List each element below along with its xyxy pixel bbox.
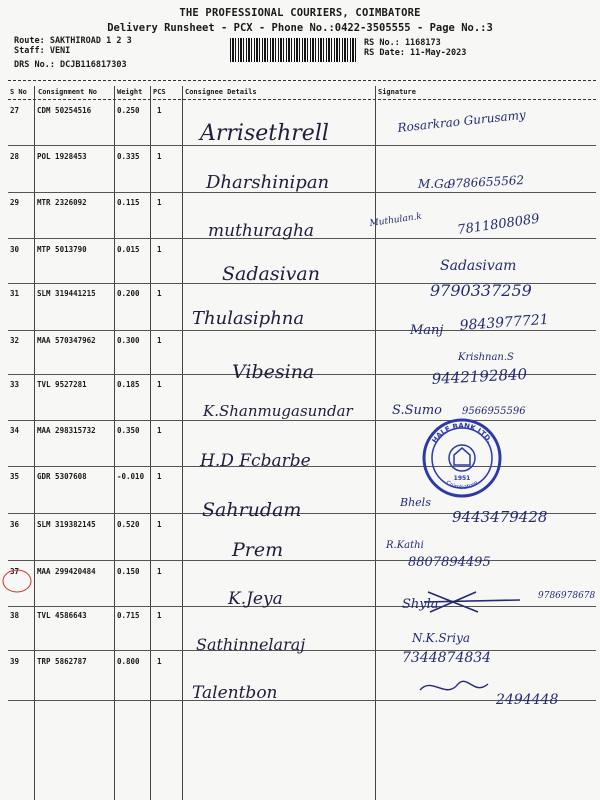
handwritten-phone: 9443479428 [452, 508, 548, 526]
row-rule [8, 650, 596, 651]
weight-value: -0.010 [117, 472, 145, 481]
col-header-consignment: Consignment No [38, 88, 98, 96]
consignment-number: TRP 5862787 [37, 657, 87, 666]
handwritten-signature: Bhels [400, 496, 431, 509]
weight-value: 0.335 [117, 152, 140, 161]
col-header-signature: Signature [378, 88, 416, 96]
handwritten-phone: 8807894495 [408, 555, 491, 570]
row-rule [8, 466, 596, 467]
handwritten-signature: Shyla [402, 597, 439, 612]
handwritten-consignee: Prem [232, 539, 284, 561]
company-stamp [424, 420, 500, 496]
pieces-count: 1 [157, 245, 162, 254]
weight-value: 0.715 [117, 611, 140, 620]
handwritten-consignee: Sahrudam [202, 499, 302, 521]
divider [8, 80, 596, 81]
drs-number: DRS No.: DCJB116817303 [14, 60, 127, 70]
serial-number: 29 [10, 198, 20, 207]
handwritten-consignee: Vibesina [232, 361, 315, 383]
handwritten-signature: M.Ga [418, 177, 451, 191]
handwritten-signature: Krishnan.S [458, 352, 514, 363]
consignment-number: POL 1928453 [37, 152, 87, 161]
weight-value: 0.800 [117, 657, 140, 666]
handwritten-signature: N.K.Sriya [412, 631, 471, 645]
row-rule [8, 374, 596, 375]
handwritten-consignee: K.Jeya [228, 589, 283, 609]
consignment-number: MTR 2326092 [37, 198, 87, 207]
scribble-signature-mark [420, 681, 488, 690]
consignment-number: MAA 299420484 [37, 567, 96, 576]
column-rule [114, 86, 115, 800]
consignment-number: MAA 570347962 [37, 336, 96, 345]
handwritten-consignee: K.Shanmugasundar [203, 402, 353, 420]
route-label: Route: SAKTHIROAD 1 2 3 [14, 36, 132, 46]
handwritten-consignee: Sadasivan [222, 263, 320, 285]
handwritten-phone: 2494448 [496, 692, 559, 708]
col-header-consignee: Consignee Details [185, 88, 257, 96]
serial-number: 31 [10, 289, 20, 298]
col-header-pcs: PCS [153, 88, 166, 96]
divider [8, 99, 596, 100]
row-rule [8, 330, 596, 331]
document-title: THE PROFESSIONAL COURIERS, COIMBATORE [179, 7, 421, 19]
consignment-number: MTP 5013790 [37, 245, 87, 254]
handwritten-consignee: H.D Fcbarbe [200, 451, 311, 471]
consignment-number: GDR 5307608 [37, 472, 87, 481]
handwritten-signature: Sadasivam [440, 258, 517, 274]
handwritten-phone: 9442192840 [431, 365, 528, 388]
weight-value: 0.150 [117, 567, 140, 576]
pieces-count: 1 [157, 289, 162, 298]
handwritten-consignee: Sathinnelaraj [196, 635, 306, 654]
barcode [230, 38, 358, 62]
handwritten-signature: Manj [410, 323, 444, 338]
row-rule [8, 283, 596, 284]
weight-value: 0.250 [117, 106, 140, 115]
pieces-count: 1 [157, 198, 162, 207]
weight-value: 0.350 [117, 426, 140, 435]
consignment-number: TVL 9527281 [37, 380, 87, 389]
row-rule [8, 238, 596, 239]
pieces-count: 1 [157, 380, 162, 389]
row-rule [8, 420, 596, 421]
weight-value: 0.300 [117, 336, 140, 345]
stamp-text-bottom: Coimbatore [444, 479, 480, 492]
consignment-number: TVL 4586643 [37, 611, 87, 620]
consignment-number: SLM 319382145 [37, 520, 96, 529]
weight-value: 0.185 [117, 380, 140, 389]
serial-number: 39 [10, 657, 20, 666]
weight-value: 0.200 [117, 289, 140, 298]
rs-date: RS Date: 11-May-2023 [364, 48, 467, 58]
col-header-sno: S No [10, 88, 27, 96]
handwritten-phone: 9790337259 [430, 281, 532, 300]
handwritten-consignee: Dharshinipan [206, 172, 330, 193]
handwritten-signature: Rosarkrao Gurusamy [396, 107, 527, 135]
pieces-count: 1 [157, 611, 162, 620]
serial-number: 34 [10, 426, 20, 435]
col-header-weight: Weight [117, 88, 143, 96]
row-rule [8, 700, 596, 701]
serial-number: 32 [10, 336, 20, 345]
weight-value: 0.520 [117, 520, 140, 529]
handwritten-consignee: Thulasiphna [192, 308, 305, 329]
row-rule [8, 145, 596, 146]
staff-label: Staff: VENI [14, 46, 71, 56]
handwritten-phone: 9786978678 [538, 591, 596, 601]
handwritten-phone: 7811808089 [456, 211, 541, 238]
pieces-count: 1 [157, 657, 162, 666]
pieces-count: 1 [157, 106, 162, 115]
column-rule [182, 86, 183, 800]
handwritten-signature: Muthulan.k [369, 211, 423, 229]
column-rule [375, 86, 376, 800]
consignment-number: MAA 298315732 [37, 426, 96, 435]
serial-number: 38 [10, 611, 20, 620]
handwritten-signature: S.Sumo [392, 403, 443, 418]
pieces-count: 1 [157, 336, 162, 345]
serial-number: 28 [10, 152, 20, 161]
strike-through-mark [424, 592, 520, 612]
row-rule [8, 606, 596, 607]
serial-number: 37 [10, 567, 20, 576]
handwritten-consignee: muthuragha [208, 221, 315, 241]
pieces-count: 1 [157, 520, 162, 529]
handwritten-phone: 9566955596 [462, 406, 526, 417]
pieces-count: 1 [157, 426, 162, 435]
pieces-count: 1 [157, 152, 162, 161]
serial-number: 30 [10, 245, 20, 254]
serial-number: 35 [10, 472, 20, 481]
row-rule [8, 513, 596, 514]
handwritten-phone: 7344874834 [402, 650, 492, 666]
stamp-text-top: HALE BANK LTD. [430, 421, 494, 445]
column-rule [150, 86, 151, 800]
serial-number: 33 [10, 380, 20, 389]
pieces-count: 1 [157, 472, 162, 481]
row-rule [8, 560, 596, 561]
consignment-number: SLM 319441215 [37, 289, 96, 298]
document-subtitle: Delivery Runsheet - PCX - Phone No.:0422-3505555 - Page No.:3 [107, 22, 493, 34]
handwritten-phone: 9786655562 [447, 173, 525, 191]
column-rule [34, 86, 35, 800]
pieces-count: 1 [157, 567, 162, 576]
row-rule [8, 192, 596, 193]
serial-number: 27 [10, 106, 20, 115]
handwritten-signature: R.Kathi [386, 540, 424, 551]
weight-value: 0.015 [117, 245, 140, 254]
handwritten-phone: 9843977721 [459, 311, 550, 334]
rs-number: RS No.: 1168173 [364, 38, 441, 48]
handwritten-consignee: Talentbon [192, 683, 278, 703]
serial-number: 36 [10, 520, 20, 529]
weight-value: 0.115 [117, 198, 140, 207]
stamp-year: 1951 [453, 475, 471, 482]
handwritten-consignee: Arrisethrell [200, 121, 329, 146]
consignment-number: CDM 50254516 [37, 106, 92, 115]
